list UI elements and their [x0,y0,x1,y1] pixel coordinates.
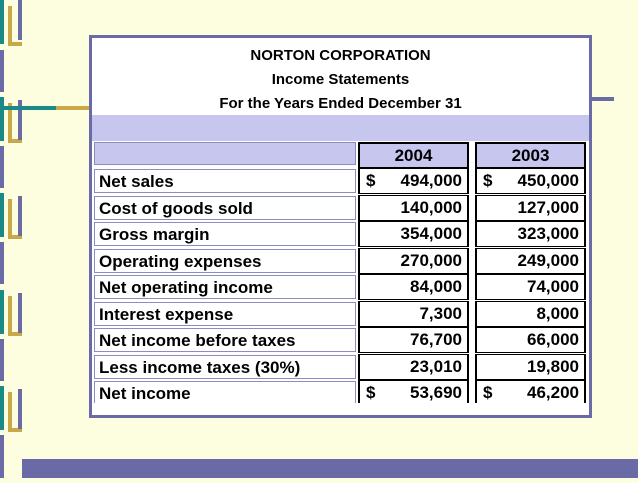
value-cell-2004 [358,327,469,353]
currency-symbol: $ [483,383,493,402]
row-label: Less income taxes (30%) [94,355,356,379]
row-label: Gross margin [94,222,356,246]
amount-value: 127,000 [517,198,579,217]
amount-value: 140,000 [400,198,462,217]
value-cell-2003 [475,168,586,194]
value-cell-2004 [358,168,469,194]
amount-value: 354,000 [400,224,462,243]
value-cell-2004 [358,301,469,327]
income-statement-table [92,38,589,415]
amount-value: 46,200 [527,383,579,402]
row-label: Net income before taxes [94,328,356,352]
value-cell-2004 [358,274,469,300]
left-ornament-strip [0,0,24,478]
value-cell-2004 [358,221,469,247]
row-label: Interest expense [94,302,356,326]
value-cell-2003 [475,248,586,274]
bottom-bar [22,459,638,478]
statement-header [92,38,589,115]
value-cell-2003 [475,301,586,327]
amount-value: 270,000 [400,251,462,270]
amount-value: 74,000 [527,277,579,296]
amount-value: 8,000 [536,304,579,323]
value-cell-2003 [475,195,586,221]
value-cell-2004 [358,195,469,221]
value-cell-2003 [475,221,586,247]
amount-value: 66,000 [527,330,579,349]
amount-value: 450,000 [517,171,579,190]
value-cell-2004 [358,354,469,380]
column-header-2003: 2003 [475,142,586,168]
value-cell-2003 [475,274,586,300]
currency-symbol: $ [366,171,376,190]
amount-value: 494,000 [400,171,462,190]
currency-symbol: $ [483,171,493,190]
amount-value: 7,300 [419,304,462,323]
currency-symbol: $ [366,383,376,402]
amount-value: 249,000 [517,251,579,270]
amount-value: 84,000 [410,277,462,296]
row-label: Net income [94,381,356,405]
amount-value: 23,010 [410,357,462,376]
table-footer [92,403,589,415]
value-cell-2003 [475,354,586,380]
amount-value: 19,800 [527,357,579,376]
value-cell-2004 [358,248,469,274]
row-label: Net operating income [94,275,356,299]
income-statement-panel [89,35,592,418]
amount-value: 323,000 [517,224,579,243]
row-label: Net sales [94,169,356,193]
divider-line-right [590,97,614,101]
amount-value: 53,690 [410,383,462,402]
statement-period: For the Years Ended December 31 [219,95,462,112]
company-name: NORTON CORPORATION [250,47,431,64]
amount-value: 76,700 [410,330,462,349]
header-label-cell [94,142,356,165]
header-band [92,115,589,141]
column-header-2004: 2004 [358,142,469,168]
ornament-brackets-icon [0,0,24,478]
divider-line-left [0,97,92,101]
row-label: Cost of goods sold [94,196,356,220]
value-cell-2003 [475,327,586,353]
statement-title: Income Statements [271,71,410,88]
row-label: Operating expenses [94,249,356,273]
